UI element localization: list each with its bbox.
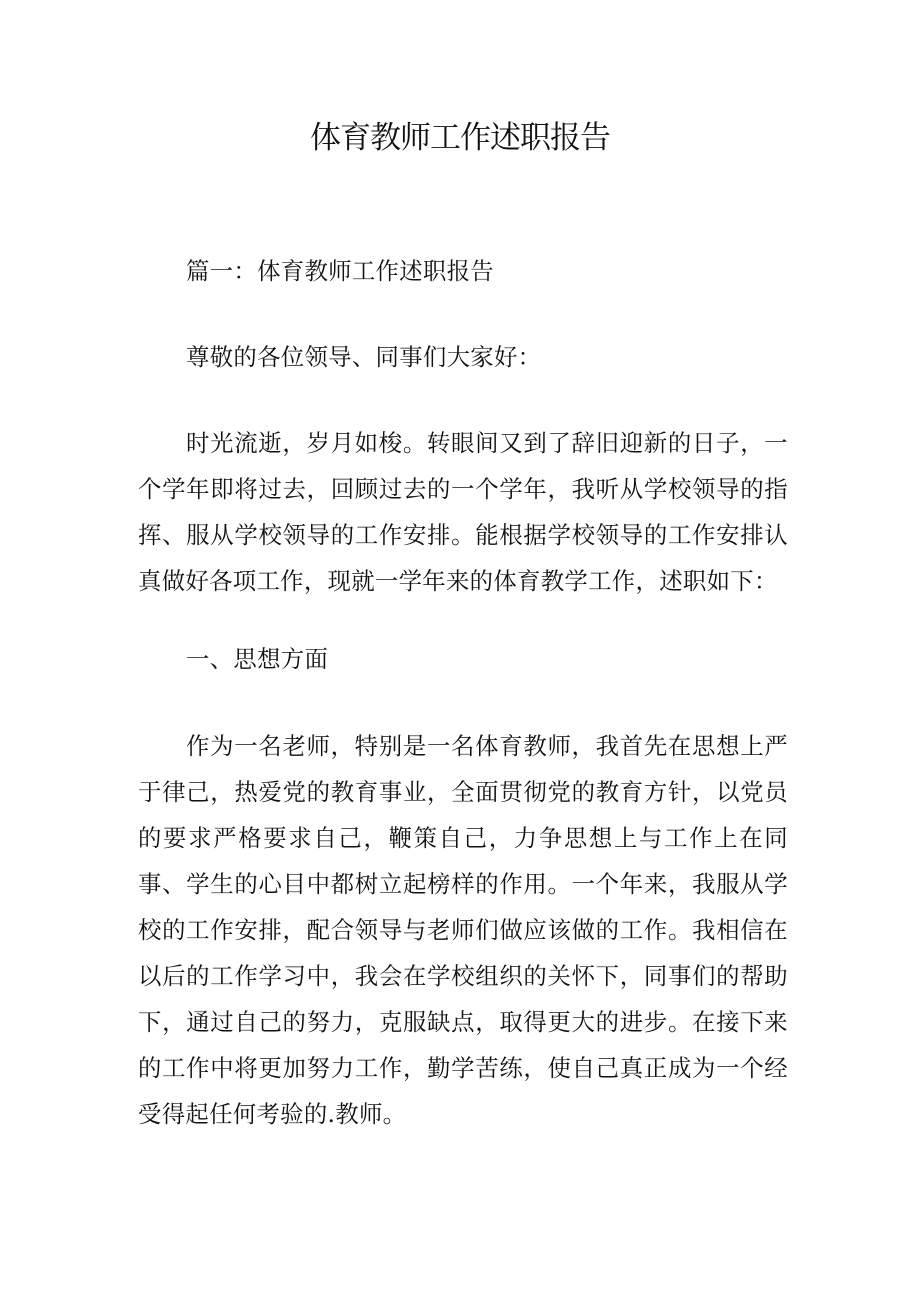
salutation-paragraph: 尊敬的各位领导、同事们大家好： bbox=[186, 343, 542, 371]
thought-paragraph: 作为一名老师，特别是一名体育教师，我首先在思想上严于律己，热爱党的教育事业，全面贯彻党的教育方针，以党员的要求严格要求自己，鞭策自己，力争思想上与工作上在同事、学生的心目中都树立起榜样的作用。一个年来，我服从学校的工作安排，配合领导与老师们做应该做的工作。我相信在以后的工作学习中，我会在学校组织的关怀下，同事们的帮助下，通过自己的努力，克服缺点，取得更大的进步。在接下来的工作中将更加努力工作，勤学苦练，使自己真正成为一个经受得起任何考验的.教师。 bbox=[138, 732, 788, 1128]
section-heading-part-one: 篇一：体育教师工作述职报告 bbox=[186, 257, 494, 285]
section-heading-thought: 一、思想方面 bbox=[186, 645, 329, 673]
document-title: 体育教师工作述职报告 bbox=[310, 120, 610, 156]
intro-paragraph: 时光流逝，岁月如梭。转眼间又到了辞旧迎新的日子，一个学年即将过去，回顾过去的一个学年，我听从学校领导的指挥、服从学校领导的工作安排。能根据学校领导的工作安排认真做好各项工作，现就一学年来的体育教学工作，述职如下： bbox=[138, 429, 788, 595]
